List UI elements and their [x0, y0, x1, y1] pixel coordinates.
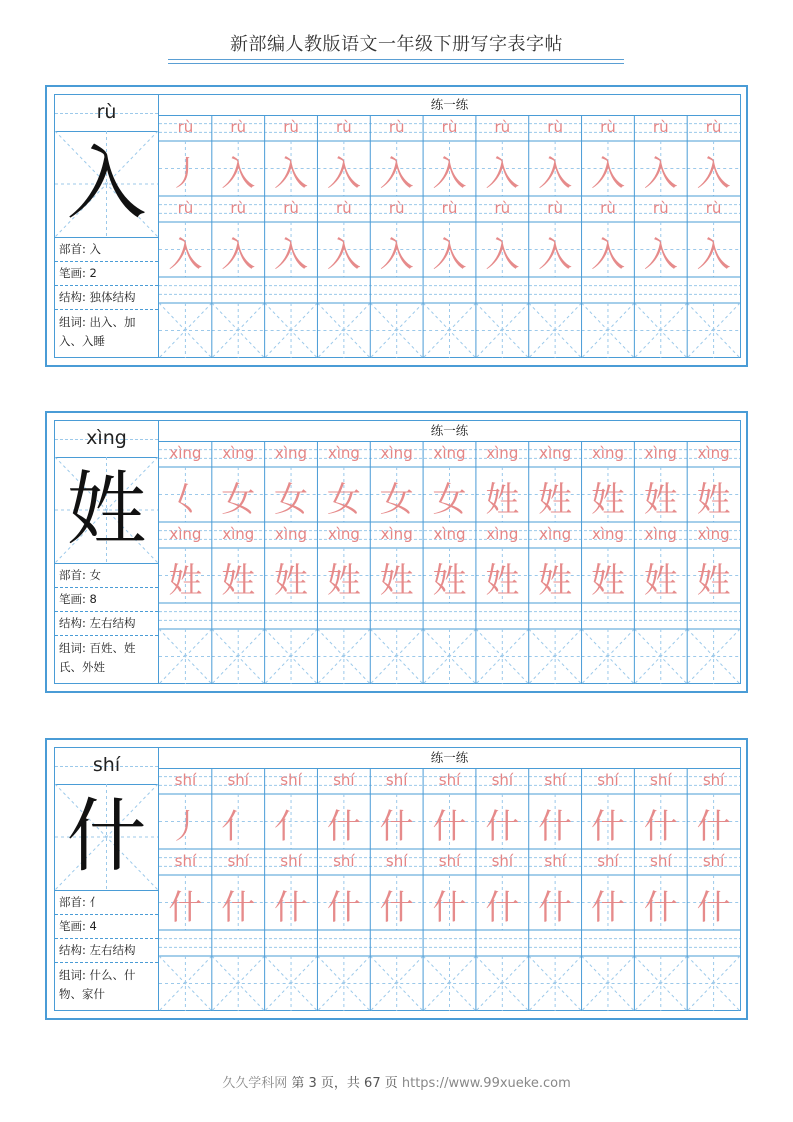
- trace-character: 入: [696, 235, 731, 275]
- trace-pinyin: shí: [333, 771, 355, 789]
- trace-pinyin: shí: [174, 852, 197, 870]
- structure-row: [55, 939, 158, 963]
- trace-character: 什: [696, 807, 731, 847]
- trace-pinyin: shí: [227, 771, 249, 789]
- trace-pinyin: xìng: [539, 525, 572, 543]
- document-title: 新部编人教版语文一年级下册写字表字帖: [230, 34, 563, 55]
- trace-character: 什: [696, 888, 731, 928]
- trace-pinyin: xìng: [169, 444, 202, 462]
- trace-character: 姓: [379, 561, 414, 601]
- trace-character: 入: [379, 154, 414, 194]
- strokes-value: 2: [89, 266, 97, 280]
- character-card-0: [45, 85, 748, 367]
- trace-character: 姓: [643, 480, 678, 520]
- trace-pinyin: rù: [283, 118, 299, 136]
- strokes-label: 笔画:: [59, 919, 86, 933]
- trace-character: 入: [379, 235, 414, 275]
- character-card-2: [45, 738, 748, 1020]
- trace-character: 姓: [538, 480, 573, 520]
- trace-character: 什: [379, 888, 414, 928]
- trace-pinyin: rù: [705, 199, 722, 217]
- trace-pinyin: rù: [494, 199, 511, 217]
- radical-value: 女: [89, 568, 102, 582]
- trace-character: 女: [221, 480, 256, 520]
- trace-character: 什: [643, 807, 678, 847]
- trace-character: 入: [274, 235, 309, 275]
- trace-character: 姓: [696, 480, 731, 520]
- practice-panel: [159, 94, 741, 358]
- trace-character: 什: [326, 807, 361, 847]
- trace-pinyin: xìng: [644, 525, 677, 543]
- trace-character: 入: [485, 235, 520, 275]
- words-row: [55, 963, 158, 1004]
- strokes-row: [55, 262, 158, 286]
- trace-character: 入: [326, 235, 361, 275]
- trace-pinyin: xìng: [380, 525, 413, 543]
- trace-pinyin: xìng: [275, 525, 308, 543]
- trace-character: 入: [696, 154, 731, 194]
- trace-pinyin: rù: [336, 118, 352, 136]
- trace-pinyin: rù: [177, 118, 194, 136]
- trace-character: 什: [274, 888, 309, 928]
- trace-pinyin: xìng: [275, 444, 308, 462]
- trace-pinyin: rù: [230, 199, 247, 217]
- trace-pinyin: xìng: [327, 525, 360, 543]
- trace-pinyin: xìng: [539, 444, 572, 462]
- trace-character: 姓: [326, 561, 361, 601]
- radical-label: 部首:: [59, 568, 86, 582]
- trace-pinyin: xìng: [327, 444, 360, 462]
- trace-pinyin: xìng: [433, 525, 466, 543]
- trace-pinyin: xìng: [697, 444, 730, 462]
- strokes-label: 笔画:: [59, 592, 86, 606]
- trace-pinyin: rù: [283, 199, 299, 217]
- trace-character: 姓: [432, 561, 467, 601]
- trace-character: 姓: [643, 561, 678, 601]
- words-value: 百姓、姓氏、外姓: [59, 641, 136, 674]
- trace-pinyin: shí: [544, 771, 566, 789]
- trace-character: 什: [168, 888, 203, 928]
- character-info-panel: [54, 94, 159, 358]
- trace-character: 入: [221, 154, 256, 194]
- character-pinyin: [55, 421, 158, 458]
- trace-character: 什: [590, 888, 625, 928]
- pinyin-text: shí: [92, 754, 121, 776]
- structure-value: 独体结构: [89, 290, 136, 304]
- trace-character: 入: [643, 235, 678, 275]
- trace-character: 姓: [485, 561, 520, 601]
- trace-character: 姓: [274, 561, 309, 601]
- trace-pinyin: shí: [650, 852, 672, 870]
- footer-watermark: 久久学科网: [222, 1076, 288, 1091]
- words-row: [55, 310, 158, 351]
- trace-character: 什: [643, 888, 678, 928]
- trace-character: 什: [379, 807, 414, 847]
- trace-pinyin: shí: [385, 771, 408, 789]
- trace-pinyin: shí: [650, 771, 672, 789]
- strokes-value: 4: [89, 919, 97, 933]
- trace-pinyin: shí: [333, 852, 355, 870]
- trace-character: 入: [432, 154, 467, 194]
- trace-pinyin: shí: [702, 852, 725, 870]
- trace-pinyin: shí: [227, 852, 249, 870]
- trace-pinyin: rù: [388, 199, 405, 217]
- radical-label: 部首:: [59, 895, 86, 909]
- character-tian-grid: [55, 131, 158, 238]
- trace-character: 什: [326, 888, 361, 928]
- strokes-row: [55, 915, 158, 939]
- trace-pinyin: shí: [280, 771, 302, 789]
- trace-pinyin: rù: [230, 118, 247, 136]
- trace-pinyin: xìng: [591, 444, 624, 462]
- character-card-1: [45, 411, 748, 693]
- words-value: 什么、什物、家什: [59, 968, 136, 1001]
- trace-character: 入: [168, 235, 203, 275]
- trace-pinyin: rù: [441, 199, 458, 217]
- trace-pinyin: xìng: [169, 525, 202, 543]
- trace-character: 入: [590, 235, 625, 275]
- words-value: 出入、加入、入睡: [59, 315, 136, 348]
- words-label: 组词:: [59, 315, 86, 329]
- words-label: 组词:: [59, 968, 86, 982]
- character-pinyin: [55, 748, 158, 785]
- trace-pinyin: xìng: [486, 444, 519, 462]
- trace-pinyin: shí: [385, 852, 408, 870]
- trace-character: 丿: [168, 154, 203, 194]
- trace-character: 入: [643, 154, 678, 194]
- pinyin-text: xìng: [86, 427, 127, 449]
- trace-character: 入: [432, 235, 467, 275]
- radical-value: 入: [89, 242, 102, 256]
- trace-pinyin: shí: [491, 852, 514, 870]
- trace-pinyin: rù: [177, 199, 194, 217]
- strokes-value: 8: [89, 592, 97, 606]
- trace-pinyin: rù: [547, 118, 563, 136]
- title-underline-2: [168, 63, 624, 64]
- trace-character: 姓: [485, 480, 520, 520]
- character-large: 入: [66, 137, 147, 230]
- radical-label: 部首:: [59, 242, 86, 256]
- trace-character: 女: [432, 480, 467, 520]
- practice-heading: 练一练: [159, 95, 740, 116]
- character-pinyin: [55, 95, 158, 132]
- trace-pinyin: rù: [441, 118, 458, 136]
- practice-heading: 练一练: [159, 421, 740, 442]
- trace-character: 姓: [696, 561, 731, 601]
- footer-page-number: 第 3 页，共 67 页: [291, 1076, 398, 1091]
- trace-pinyin: rù: [336, 199, 352, 217]
- trace-character: 亻: [221, 807, 256, 847]
- strokes-label: 笔画:: [59, 266, 86, 280]
- footer-site: https://www.99xueke.com: [401, 1076, 571, 1091]
- structure-label: 结构:: [59, 943, 86, 957]
- practice-panel: [159, 420, 741, 684]
- trace-pinyin: rù: [652, 199, 669, 217]
- strokes-row: [55, 588, 158, 612]
- trace-character: 亻: [274, 807, 309, 847]
- trace-pinyin: rù: [705, 118, 722, 136]
- trace-pinyin: xìng: [222, 525, 255, 543]
- radical-row: [55, 564, 158, 588]
- trace-pinyin: shí: [702, 771, 725, 789]
- trace-character: 入: [590, 154, 625, 194]
- trace-character: 姓: [590, 561, 625, 601]
- radical-row: [55, 238, 158, 262]
- trace-character: 什: [590, 807, 625, 847]
- trace-pinyin: shí: [438, 852, 461, 870]
- trace-pinyin: xìng: [222, 444, 255, 462]
- trace-pinyin: xìng: [433, 444, 466, 462]
- structure-label: 结构:: [59, 290, 86, 304]
- character-info-panel: [54, 420, 159, 684]
- trace-character: 女: [326, 480, 361, 520]
- trace-pinyin: rù: [388, 118, 405, 136]
- trace-character: 什: [485, 807, 520, 847]
- structure-row: [55, 612, 158, 636]
- trace-pinyin: shí: [438, 771, 461, 789]
- structure-row: [55, 286, 158, 310]
- structure-label: 结构:: [59, 616, 86, 630]
- character-tian-grid: [55, 784, 158, 891]
- trace-character: 姓: [168, 561, 203, 601]
- trace-pinyin: xìng: [591, 525, 624, 543]
- trace-character: 什: [221, 888, 256, 928]
- trace-pinyin: shí: [491, 771, 514, 789]
- trace-pinyin: xìng: [486, 525, 519, 543]
- character-large: 什: [66, 790, 147, 883]
- trace-character: 姓: [221, 561, 256, 601]
- trace-character: 丿: [168, 807, 203, 847]
- trace-character: 入: [538, 154, 573, 194]
- trace-pinyin: xìng: [380, 444, 413, 462]
- trace-pinyin: rù: [547, 199, 563, 217]
- trace-character: 什: [538, 888, 573, 928]
- trace-character: 女: [379, 480, 414, 520]
- trace-character: 女: [274, 480, 309, 520]
- character-large: 姓: [66, 463, 147, 556]
- practice-grid: [159, 441, 740, 684]
- trace-character: 入: [221, 235, 256, 275]
- character-info-panel: [54, 747, 159, 1011]
- trace-character: 入: [274, 154, 309, 194]
- structure-value: 左右结构: [89, 616, 136, 630]
- trace-character: 什: [432, 888, 467, 928]
- trace-pinyin: xìng: [697, 525, 730, 543]
- trace-character: 什: [485, 888, 520, 928]
- trace-character: 入: [326, 154, 361, 194]
- words-label: 组词:: [59, 641, 86, 655]
- trace-pinyin: shí: [280, 852, 302, 870]
- trace-pinyin: shí: [597, 771, 619, 789]
- trace-character: 入: [485, 154, 520, 194]
- trace-pinyin: shí: [597, 852, 619, 870]
- practice-panel: [159, 747, 741, 1011]
- trace-character: 入: [538, 235, 573, 275]
- pinyin-text: rù: [96, 101, 117, 123]
- radical-value: 亻: [89, 895, 102, 909]
- trace-character: 姓: [538, 561, 573, 601]
- page-footer: [0, 1072, 793, 1091]
- trace-character: 姓: [590, 480, 625, 520]
- radical-row: [55, 891, 158, 915]
- trace-pinyin: rù: [600, 199, 616, 217]
- title-underline-1: [168, 59, 624, 60]
- character-tian-grid: [55, 457, 158, 564]
- structure-value: 左右结构: [89, 943, 136, 957]
- practice-heading: 练一练: [159, 748, 740, 769]
- trace-pinyin: shí: [174, 771, 197, 789]
- trace-pinyin: rù: [652, 118, 669, 136]
- trace-pinyin: shí: [544, 852, 566, 870]
- trace-pinyin: xìng: [644, 444, 677, 462]
- words-row: [55, 636, 158, 677]
- trace-character: 𡿨: [168, 480, 203, 520]
- trace-character: 什: [538, 807, 573, 847]
- practice-grid: [159, 115, 740, 358]
- trace-character: 什: [432, 807, 467, 847]
- practice-grid: [159, 768, 740, 1011]
- trace-pinyin: rù: [494, 118, 511, 136]
- trace-pinyin: rù: [600, 118, 616, 136]
